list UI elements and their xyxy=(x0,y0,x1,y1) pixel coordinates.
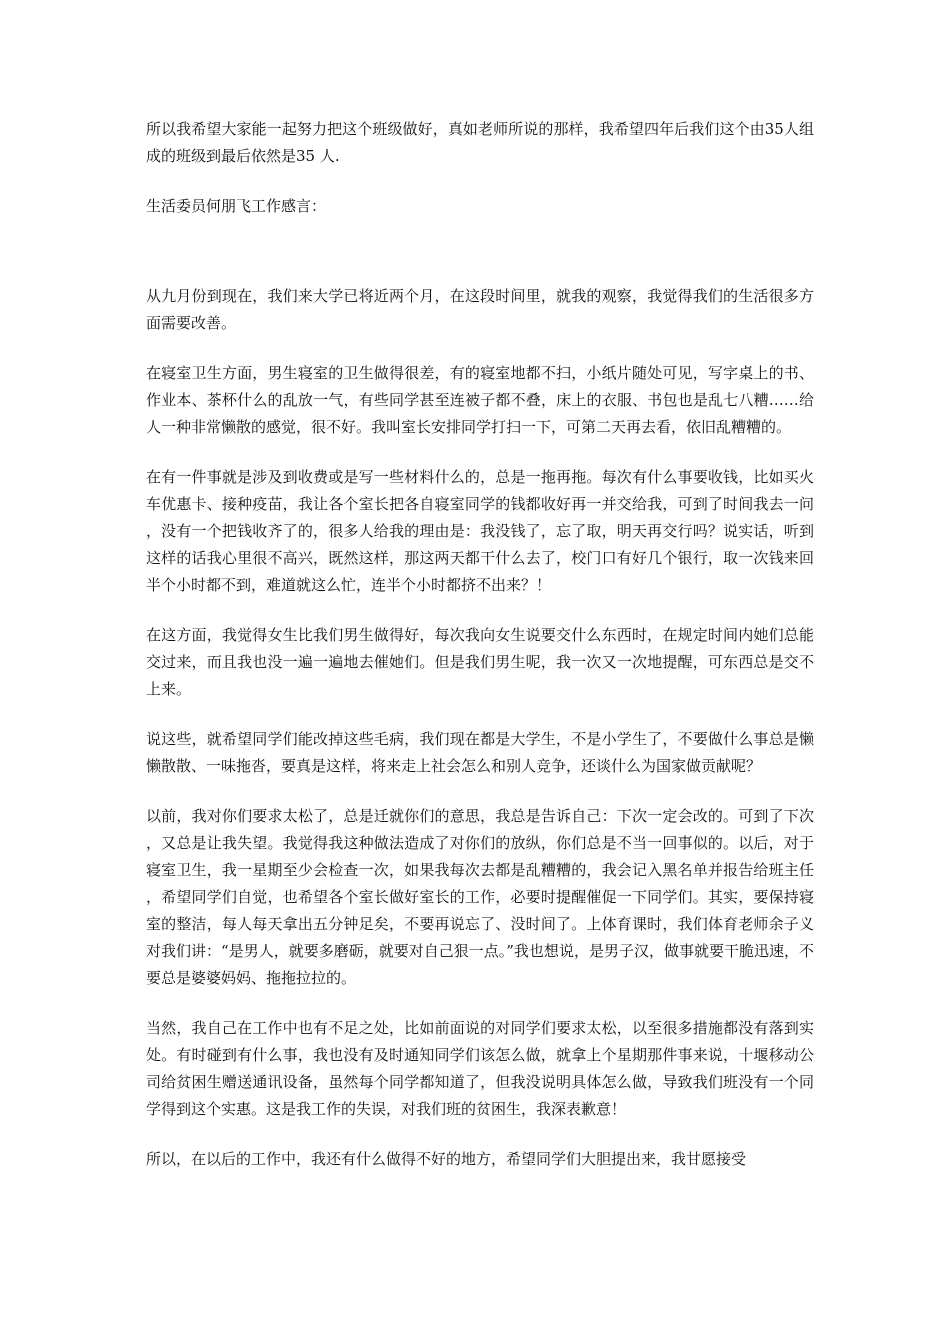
paragraph-self-reflection: 当然，我自己在工作中也有不足之处，比如前面说的对同学们要求太松，以至很多措施都没有落到实处。有时碰到有什么事，我也没有及时通知同学们该怎么做，就拿上个星期那件事来说，十堰移动公司给贫困生赠送通讯设备，虽然每个同学都知道了，但我没说明具体怎么做，导致我们班没有一个同学得到这个实惠。这是我工作的失误，对我们班的贫困生，我深表歉意！ xyxy=(146,1019,814,1118)
document-body xyxy=(146,116,814,1196)
paragraph-girls-comparison: 在这方面，我觉得女生比我们男生做得好，每次我向女生说要交什么东西时，在规定时间内她们总能交过来，而且我也没一遍一遍地去催她们。但是我们男生呢，我一次又一次地提醒，可东西总是交不上来。 xyxy=(146,626,814,698)
paragraph-dorm-hygiene: 在寝室卫生方面，男生寝室的卫生做得很差，有的寝室地都不扫，小纸片随处可见，写字桌上的书、作业本、茶杯什么的乱放一气，有些同学甚至连被子都不叠，床上的衣服、书包也是乱七八糟……给人一种非常懒散的感觉，很不好。我叫室长安排同学打扫一下，可第二天再去看，依旧乱糟糟的。 xyxy=(146,364,814,436)
paragraph-bad-habits: 说这些，就希望同学们能改掉这些毛病，我们现在都是大学生，不是小学生了，不要做什么事总是懒懒散散、一味拖沓，要真是这样，将来走上社会怎么和别人竞争，还谈什么为国家做贡献呢？ xyxy=(146,730,814,775)
paragraph-class-goal: 所以我希望大家能一起努力把这个班级做好，真如老师所说的那样，我希望四年后我们这个由35人组成的班级到最后依然是35 人. xyxy=(146,120,814,165)
spacer xyxy=(146,243,814,283)
paragraph-closing: 所以，在以后的工作中，我还有什么做得不好的地方，希望同学们大胆提出来，我甘愿接受 xyxy=(146,1150,747,1168)
paragraph-fee-collection: 在有一件事就是涉及到收费或是写一些材料什么的，总是一拖再拖。每次有什么事要收钱，比如买火车优惠卡、接种疫苗，我让各个室长把各自寝室同学的钱都收好再一并交给我，可到了时间我去一问，没有一个把钱收齐了的，很多人给我的理由是：我没钱了，忘了取，明天再交行吗？说实话，听到这样的话我心里很不高兴，既然这样，那这两天都干什么去了，校门口有好几个银行，取一次钱来回半个小时都不到，难道就这么忙，连半个小时都挤不出来？！ xyxy=(146,468,814,594)
paragraph-intro: 从九月份到现在，我们来大学已将近两个月，在这段时间里，就我的观察，我觉得我们的生活很多方面需要改善。 xyxy=(146,287,814,332)
paragraph-past-leniency: 以前，我对你们要求太松了，总是迁就你们的意思，我总是告诉自己：下次一定会改的。可到了下次，又总是让我失望。我觉得我这种做法造成了对你们的放纵，你们总是不当一回事似的。以后，对于寝室卫生，我一星期至少会检查一次，如果我每次去都是乱糟糟的，我会记入黑名单并报告给班主任，希望同学们自觉，也希望各个室长做好室长的工作，必要时提醒催促一下同学们。其实，要保持寝室的整洁，每人每天拿出五分钟足矣，不要再说忘了、没时间了。上体育课时，我们体育老师余子义对我们讲：“是男人，就要多磨砺，就要对自己狠一点。”我也想说，是男子汉，做事就要干脆迅速，不要总是婆婆妈妈、拖拖拉拉的。 xyxy=(146,807,814,987)
heading-life-committee: 生活委员何朋飞工作感言： xyxy=(146,197,327,215)
